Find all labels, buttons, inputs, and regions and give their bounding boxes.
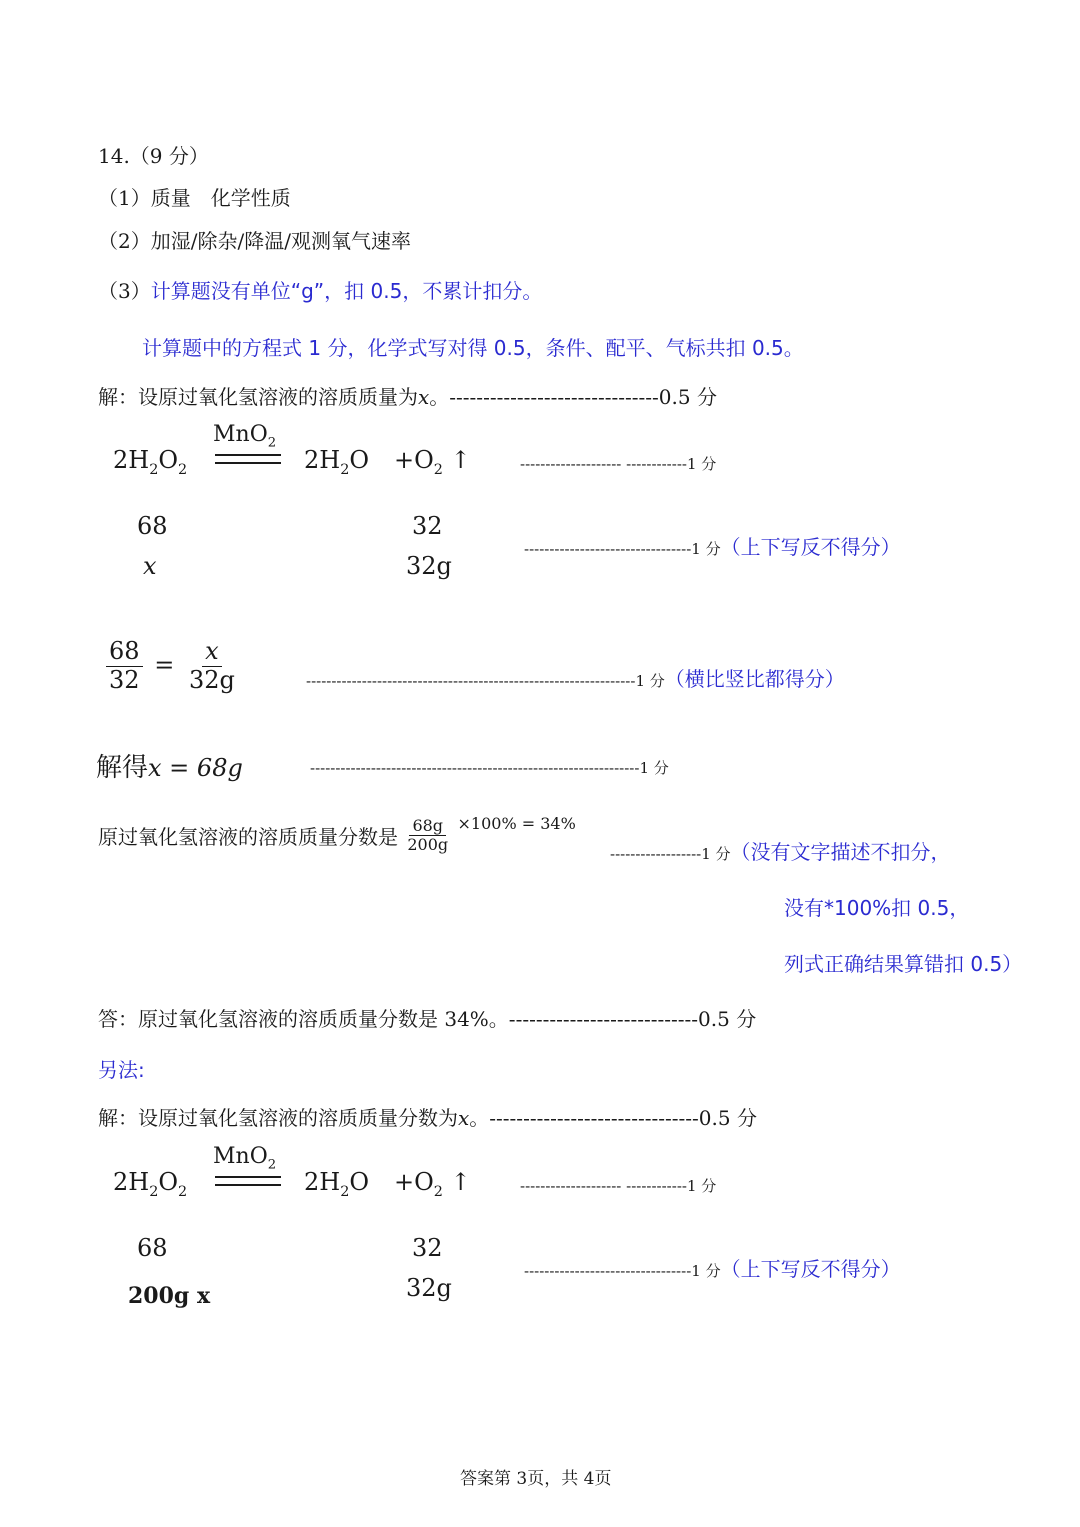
question-title: 14.（9 分） [98,144,209,168]
ratio-note: （上下写反不得分） [720,535,901,559]
equation-2-condition-line [215,1176,281,1186]
solve-score: -----------------------------------------------------------------1 分 [310,759,669,777]
equation-product-oxygen: $+O_2$ ↑ [394,446,471,478]
proportion-note: （横比竖比都得分） [664,667,845,691]
molar-mass-h2o2-2: 68 [137,1234,168,1262]
equation-product-water: $2H_2O$ [304,446,370,478]
setup-var: x [418,385,430,409]
mass-fraction-note-2: 没有*100%扣 0.5， [784,896,970,920]
equation-2-product-water: $2H_2O$ [304,1168,370,1200]
solve-result: 解得x = 68g [96,753,243,783]
oxygen-mass: 32g [406,552,452,580]
proportion-left: $\frac{68}{32}$ [106,638,143,694]
mass-fraction: $\frac{68g}{200g}$ [407,815,449,854]
proportion-equation: $\frac{68}{32}$ = $\frac{x}{32g}$ [106,638,238,694]
proportion-right: $\frac{x}{32g}$ [188,637,235,694]
part-3-prefix: （3） [98,279,151,303]
answer-part-3 [98,275,542,304]
molar-mass-o2: 32 [412,512,443,540]
equation-catalyst: MnO$_2$ [213,422,277,451]
equation-2-reactant: $2H_2O_2$ [113,1168,188,1200]
mass-fraction-line: 原过氧化氢溶液的溶质质量分数是 $\frac{68g}{200g}$ $^{\times 100\% = 34\%}$ [98,814,576,854]
solution-setup [98,381,717,410]
part-3-note: 计算题没有单位“g”，扣 0.5，不累计扣分。 [150,279,543,303]
final-answer: 答：原过氧化氢溶液的溶质质量分数是 34%。----------------------------0.5 分 [98,1007,757,1031]
alternative-method-label: 另法: [98,1058,145,1082]
ratio-score: ---------------------------------1 分 [524,540,721,558]
solution-2-setup: 解：设原过氧化氢溶液的溶质质量分数为x。-------------------------------0.5 分 [98,1106,757,1130]
equation-2-score: -------------------- ------------1 分 [520,1177,717,1195]
proportion-score: -----------------------------------------------------------------1 分 [306,672,665,690]
mass-fraction-note-1: （没有文字描述不扣分， [730,840,951,864]
equation-grading-note: 计算题中的方程式 1 分，化学式写对得 0.5，条件、配平、气标共扣 0.5。 [142,336,804,360]
molar-mass-h2o2: 68 [137,512,168,540]
equation-condition-line [215,454,281,464]
mass-fraction-note-3: 列式正确结果算错扣 0.5） [784,952,1023,976]
solution-mass-x: 200g x [128,1283,211,1309]
answer-part-1: （1）质量 化学性质 [98,186,291,210]
ratio-2-score-row: ---------------------------------1 分（上下写反不得分） [524,1257,901,1281]
equation-reactant: $2H_2O_2$ [113,446,188,478]
unknown-x: x [143,552,157,580]
setup-text: 解：设原过氧化氢溶液的溶质质量为 [98,385,418,409]
equation-score: -------------------- ------------1 分 [520,455,717,473]
answer-part-2: （2）加湿/除杂/降温/观测氧气速率 [98,229,411,253]
equation-2-catalyst: MnO$_2$ [213,1144,277,1173]
mass-fraction-score: ------------------1 分 [610,845,731,863]
page-footer: 答案第 3页，共 4页 [460,1469,612,1489]
molar-mass-o2-2: 32 [412,1234,443,1262]
gas-arrow-icon: ↑ [450,1168,471,1196]
gas-arrow-icon: ↑ [450,446,471,474]
proportion-score-row [306,663,845,692]
setup-score: 。-------------------------------0.5 分 [429,385,717,409]
mass-fraction-score-row [610,836,951,865]
oxygen-mass-2: 32g [406,1274,452,1302]
ratio-score-row [524,531,901,560]
equation-2-product-oxygen: $+O_2$ ↑ [394,1168,471,1200]
